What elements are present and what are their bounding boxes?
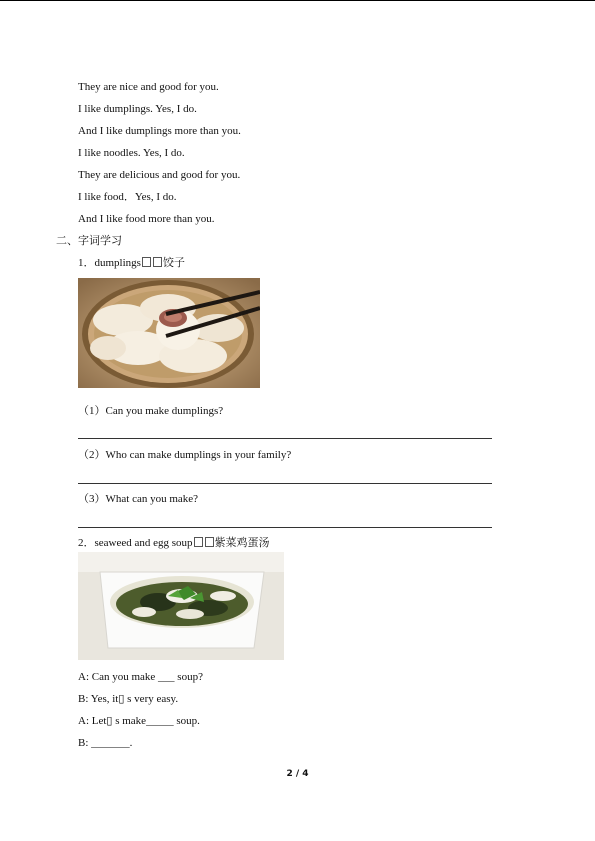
- vocab-meaning: 饺子: [162, 257, 185, 269]
- poem-line-2: I like dumplings. Yes, I do.: [78, 103, 197, 115]
- question-1: （1）Can you make dumplings?: [78, 405, 224, 417]
- missing-glyph-box: [142, 257, 151, 267]
- dumplings-photo: [78, 278, 260, 388]
- dialogue-line-1: A: Can you make ___ soup?: [78, 671, 203, 683]
- dialogue-line-3: A: Let▯ s make_____ soup.: [78, 715, 200, 727]
- dialogue-line-4: B: _______.: [78, 737, 133, 749]
- answer-line-2[interactable]: [78, 483, 492, 484]
- vocab-word: 1．dumplings: [78, 257, 141, 269]
- poem-line-1: They are nice and good for you.: [78, 81, 219, 93]
- question-3: （3）What can you make?: [78, 493, 199, 505]
- missing-glyph-box: [194, 537, 203, 547]
- poem-line-4: I like noodles. Yes, I do.: [78, 147, 185, 159]
- poem-line-5: They are delicious and good for you.: [78, 169, 241, 181]
- vocab-item-dumplings: [78, 256, 185, 270]
- vocab-word: 2．seaweed and egg soup: [78, 537, 193, 549]
- vocab-meaning: 紫菜鸡蛋汤: [214, 537, 270, 549]
- missing-glyph-box: [205, 537, 214, 547]
- poem-line-7: And I like food more than you.: [78, 213, 215, 225]
- page-number: 2 / 4: [286, 769, 309, 779]
- page-top-border: [0, 0, 595, 1]
- answer-line-3[interactable]: [78, 527, 492, 528]
- question-2: （2）Who can make dumplings in your family?: [78, 449, 292, 461]
- answer-line-1[interactable]: [78, 438, 492, 439]
- vocab-item-soup: [78, 536, 270, 550]
- missing-glyph-box: [153, 257, 162, 267]
- poem-line-6: I like food．Yes, I do.: [78, 191, 177, 203]
- section-heading: 二、字词学习: [56, 235, 122, 247]
- dialogue-line-2: B: Yes, it▯ s very easy.: [78, 693, 179, 705]
- seaweed-egg-soup-photo: [78, 552, 284, 660]
- poem-line-3: And I like dumplings more than you.: [78, 125, 241, 137]
